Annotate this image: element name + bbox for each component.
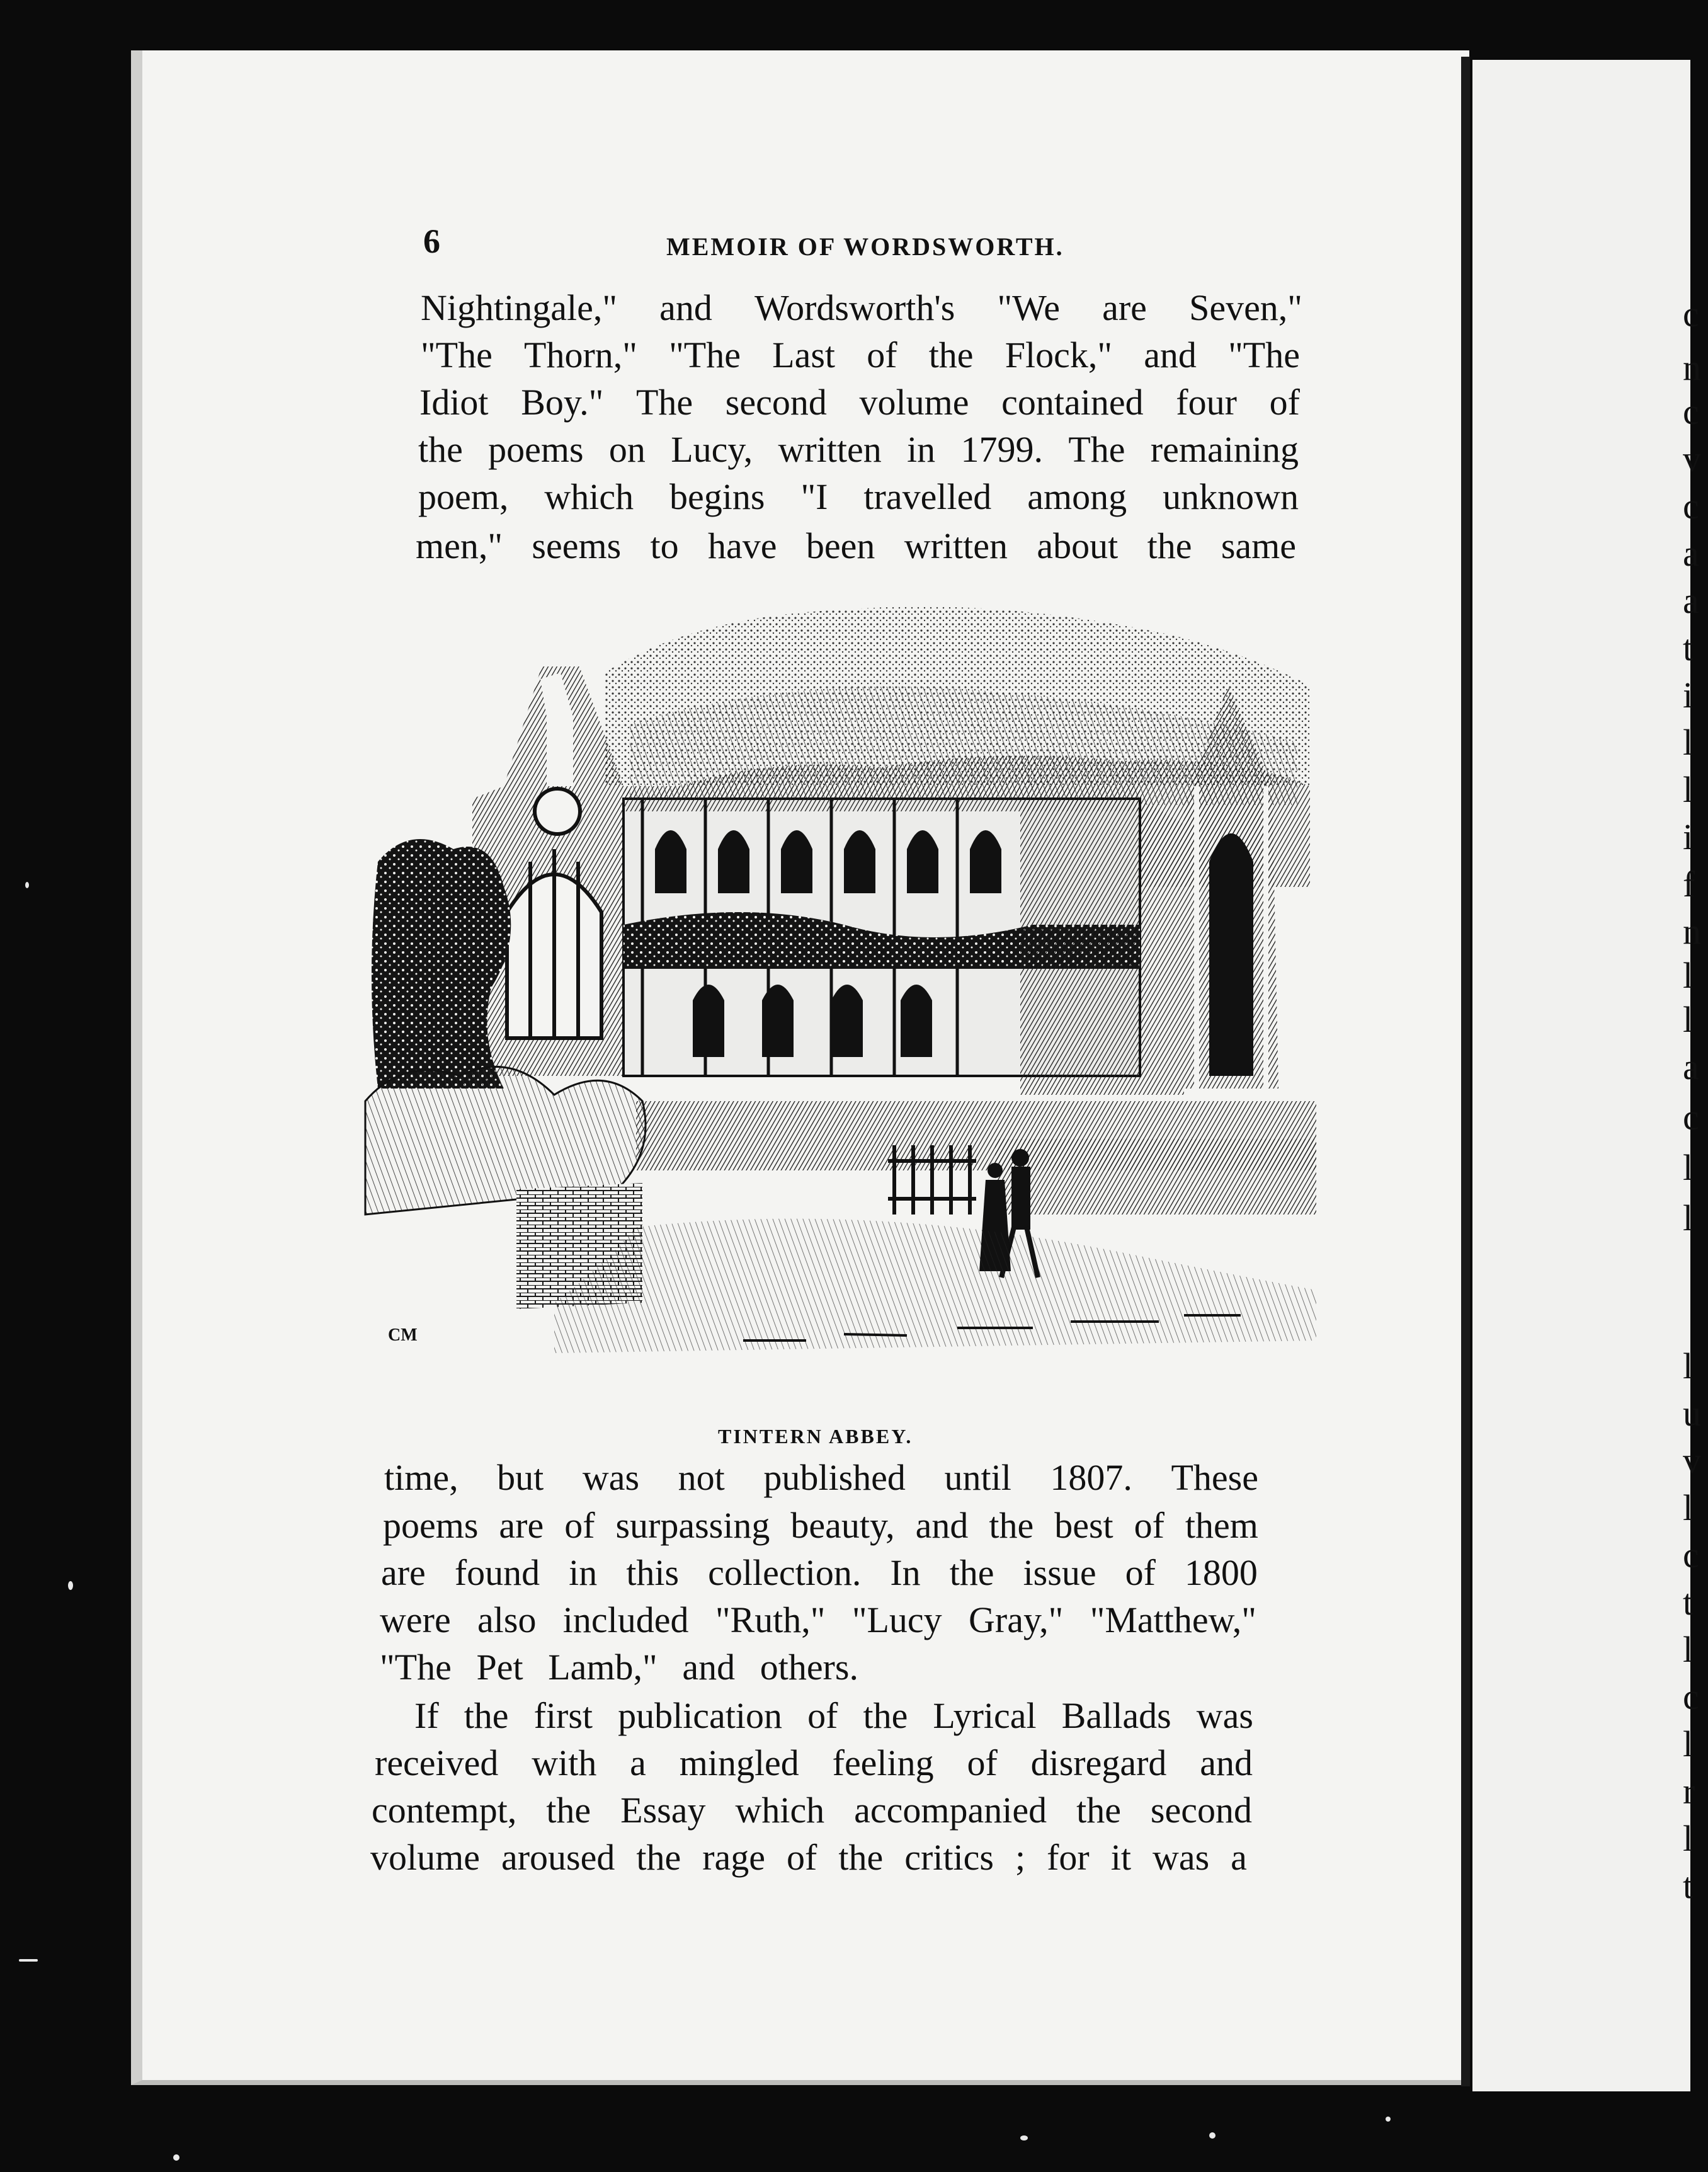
word: about	[1037, 525, 1119, 566]
word: first	[533, 1695, 593, 1736]
word: "The	[1228, 334, 1300, 375]
scan-speck	[1386, 2117, 1391, 2122]
facing-page-letter: l	[1683, 769, 1694, 810]
word: and	[915, 1505, 969, 1546]
facing-page-letter: a	[1683, 580, 1699, 621]
word: the	[838, 1837, 884, 1878]
scan-speck	[1020, 2135, 1028, 2141]
word: also	[477, 1599, 537, 1640]
text-line	[418, 428, 1299, 471]
word: Last	[772, 334, 836, 375]
facing-page-letter: a	[1683, 1046, 1699, 1087]
scan-speck	[68, 1581, 73, 1590]
word: are	[1102, 287, 1147, 328]
facing-page-letter: l	[1683, 1147, 1694, 1188]
text-line	[375, 1742, 1253, 1784]
word: which	[544, 476, 634, 517]
word: Thorn,"	[524, 334, 637, 375]
text-line	[421, 334, 1300, 376]
word: Wordsworth's	[754, 287, 955, 328]
word: and	[659, 287, 712, 328]
facing-page-letter: l	[1683, 1487, 1694, 1528]
word: contempt,	[372, 1790, 517, 1831]
facing-page-letter: l	[1683, 1723, 1694, 1764]
word: Seven,"	[1189, 287, 1302, 328]
word: accompanied	[854, 1790, 1047, 1831]
facing-page	[1472, 60, 1690, 2091]
text-line	[421, 287, 1302, 329]
word: same	[1221, 525, 1296, 566]
word: remaining	[1150, 429, 1299, 470]
word: the	[418, 429, 463, 470]
word: of	[967, 1742, 998, 1783]
word: was	[1196, 1695, 1253, 1736]
word: Lucy,	[671, 429, 753, 470]
word: Idiot	[419, 382, 489, 423]
facing-page-letter: c	[1683, 1676, 1699, 1717]
word: them	[1185, 1505, 1258, 1546]
word: poems	[488, 429, 584, 470]
word: "Matthew,"	[1090, 1599, 1256, 1640]
facing-page-letter: c	[1683, 294, 1699, 334]
word: "The	[421, 334, 492, 375]
word: of	[867, 334, 897, 375]
word: of	[564, 1505, 595, 1546]
word: of	[787, 1837, 817, 1878]
scan-speck	[173, 2154, 179, 2161]
word: collection.	[708, 1552, 862, 1593]
word: volume	[859, 382, 969, 423]
word: the	[546, 1790, 591, 1831]
word: best	[1054, 1505, 1113, 1546]
facing-page-letter: c	[1683, 391, 1699, 432]
word: Gray,"	[969, 1599, 1064, 1640]
text-line	[372, 1789, 1252, 1831]
word: Nightingale,"	[421, 287, 618, 328]
word: Ballads	[1061, 1695, 1171, 1736]
word: publication	[618, 1695, 783, 1736]
text-line	[414, 1695, 1253, 1737]
word: of	[807, 1695, 838, 1736]
word: it	[1110, 1837, 1131, 1878]
facing-page-letter: l	[1683, 1346, 1694, 1386]
word: on	[608, 429, 646, 470]
word: 1807.	[1050, 1457, 1132, 1498]
word: written	[904, 525, 1008, 566]
word: "I	[800, 476, 828, 517]
word: was	[582, 1457, 640, 1498]
word: In	[890, 1552, 921, 1593]
facing-page-letter: v	[1683, 438, 1701, 479]
facing-page-letter: v	[1683, 1440, 1701, 1481]
word: volume	[370, 1837, 480, 1878]
facing-page-letter: l	[1683, 1197, 1694, 1238]
word: the	[928, 334, 974, 375]
word: published	[763, 1457, 906, 1498]
facing-page-letter: i	[1683, 816, 1694, 857]
text-line	[370, 1836, 1247, 1878]
word: Lamb,"	[548, 1647, 658, 1688]
word: "The	[380, 1647, 452, 1688]
text-line	[383, 1504, 1258, 1546]
word: and	[1200, 1742, 1253, 1783]
word: "Lucy	[851, 1599, 942, 1640]
text-line	[380, 1599, 1256, 1641]
word: among	[1027, 476, 1127, 517]
word: but	[497, 1457, 544, 1498]
scan-speck	[19, 1959, 38, 1962]
word: ;	[1015, 1837, 1026, 1878]
word: surpassing	[615, 1505, 770, 1546]
facing-page-letter: f	[1683, 864, 1695, 905]
facing-page-letter: a	[1683, 533, 1699, 574]
facing-page-letter: l	[1683, 999, 1694, 1040]
text-line	[418, 476, 1299, 518]
word: in	[569, 1552, 598, 1593]
word: disregard	[1030, 1742, 1167, 1783]
facing-page-letter: l	[1683, 955, 1694, 996]
word: These	[1171, 1457, 1258, 1498]
word: of	[1269, 382, 1300, 423]
facing-page-letter: n	[1683, 911, 1701, 952]
word: second	[725, 382, 827, 423]
word: with	[532, 1742, 597, 1783]
facing-page-letter: i	[1683, 675, 1694, 716]
word: and	[1144, 334, 1197, 375]
word: 1799.	[960, 429, 1043, 470]
word: The	[1068, 429, 1125, 470]
word: Essay	[620, 1790, 706, 1831]
word: Flock,"	[1005, 334, 1113, 375]
scan-speck	[1209, 2132, 1216, 2139]
word: not	[678, 1457, 725, 1498]
running-head: MEMOIR OF WORDSWORTH.	[666, 232, 1064, 261]
facing-page-letter: n	[1683, 347, 1701, 388]
word: until	[944, 1457, 1011, 1498]
word: the	[636, 1837, 681, 1878]
word: the	[989, 1505, 1034, 1546]
word: and	[682, 1647, 736, 1688]
facing-page-letter: l	[1683, 1818, 1694, 1859]
word: the	[949, 1552, 994, 1593]
word: rage	[702, 1837, 766, 1878]
word: are	[499, 1505, 544, 1546]
word: contained	[1001, 382, 1144, 423]
word: issue	[1023, 1552, 1096, 1593]
word: Boy."	[521, 382, 604, 423]
text-line	[384, 1456, 1258, 1499]
word: the	[464, 1695, 509, 1736]
word: to	[650, 525, 679, 566]
facing-page-letter: l	[1683, 722, 1694, 763]
word: in	[907, 429, 936, 470]
word: written	[778, 429, 882, 470]
word: beauty,	[790, 1505, 895, 1546]
word: included	[562, 1599, 689, 1640]
word: poem,	[418, 476, 509, 517]
word: four	[1176, 382, 1237, 423]
word: time,	[384, 1457, 458, 1498]
text-line	[381, 1552, 1258, 1594]
word: seems	[532, 525, 622, 566]
facing-page-letter: c	[1683, 1535, 1699, 1575]
word: If	[414, 1695, 439, 1736]
book-spine	[1461, 57, 1470, 2086]
page-number: 6	[423, 222, 440, 260]
word: are	[381, 1552, 426, 1593]
word: the	[863, 1695, 908, 1736]
facing-page-letter: c	[1683, 1097, 1699, 1138]
word: the	[1076, 1790, 1121, 1831]
word: 1800	[1184, 1552, 1258, 1593]
word: a	[1231, 1837, 1247, 1878]
word: "The	[669, 334, 741, 375]
word: "Ruth,"	[715, 1599, 826, 1640]
word: of	[1125, 1552, 1156, 1593]
word: of	[1134, 1505, 1164, 1546]
word: for	[1047, 1837, 1090, 1878]
word: a	[630, 1742, 646, 1783]
facing-page-letter: c	[1683, 486, 1699, 527]
figure-caption: TINTERN ABBEY.	[718, 1425, 913, 1448]
word: mingled	[679, 1742, 799, 1783]
word: was	[1152, 1837, 1210, 1878]
scan-speck	[25, 882, 29, 888]
word: Lyrical	[933, 1695, 1037, 1736]
word: the	[1147, 525, 1192, 566]
word: found	[454, 1552, 540, 1593]
word: men,"	[416, 525, 503, 566]
facing-page-letter: u	[1683, 1393, 1701, 1434]
engraver-signature: CM	[388, 1325, 418, 1345]
word: which	[735, 1790, 825, 1831]
word: "We	[997, 287, 1060, 328]
word: critics	[904, 1837, 994, 1878]
word: received	[375, 1742, 499, 1783]
facing-page-letter: t	[1683, 627, 1694, 668]
facing-page-letter: t	[1683, 1865, 1694, 1906]
facing-page-letter: t	[1683, 1582, 1694, 1623]
word: were	[380, 1599, 451, 1640]
facing-page-letter: r	[1683, 1771, 1695, 1812]
tintern-abbey-engraving	[365, 597, 1316, 1391]
word: unknown	[1163, 476, 1299, 517]
word: feeling	[832, 1742, 934, 1783]
word: others.	[760, 1647, 858, 1688]
text-line	[419, 381, 1300, 423]
word: travelled	[863, 476, 992, 517]
word: been	[806, 525, 875, 566]
word: have	[708, 525, 777, 566]
word: aroused	[501, 1837, 615, 1878]
word: poems	[383, 1505, 479, 1546]
word: begins	[669, 476, 765, 517]
text-line	[380, 1646, 858, 1688]
word: this	[626, 1552, 680, 1593]
word: Pet	[476, 1647, 523, 1688]
word: The	[635, 382, 693, 423]
word: second	[1150, 1790, 1252, 1831]
text-line	[416, 525, 1296, 567]
facing-page-letter: l	[1683, 1629, 1694, 1670]
